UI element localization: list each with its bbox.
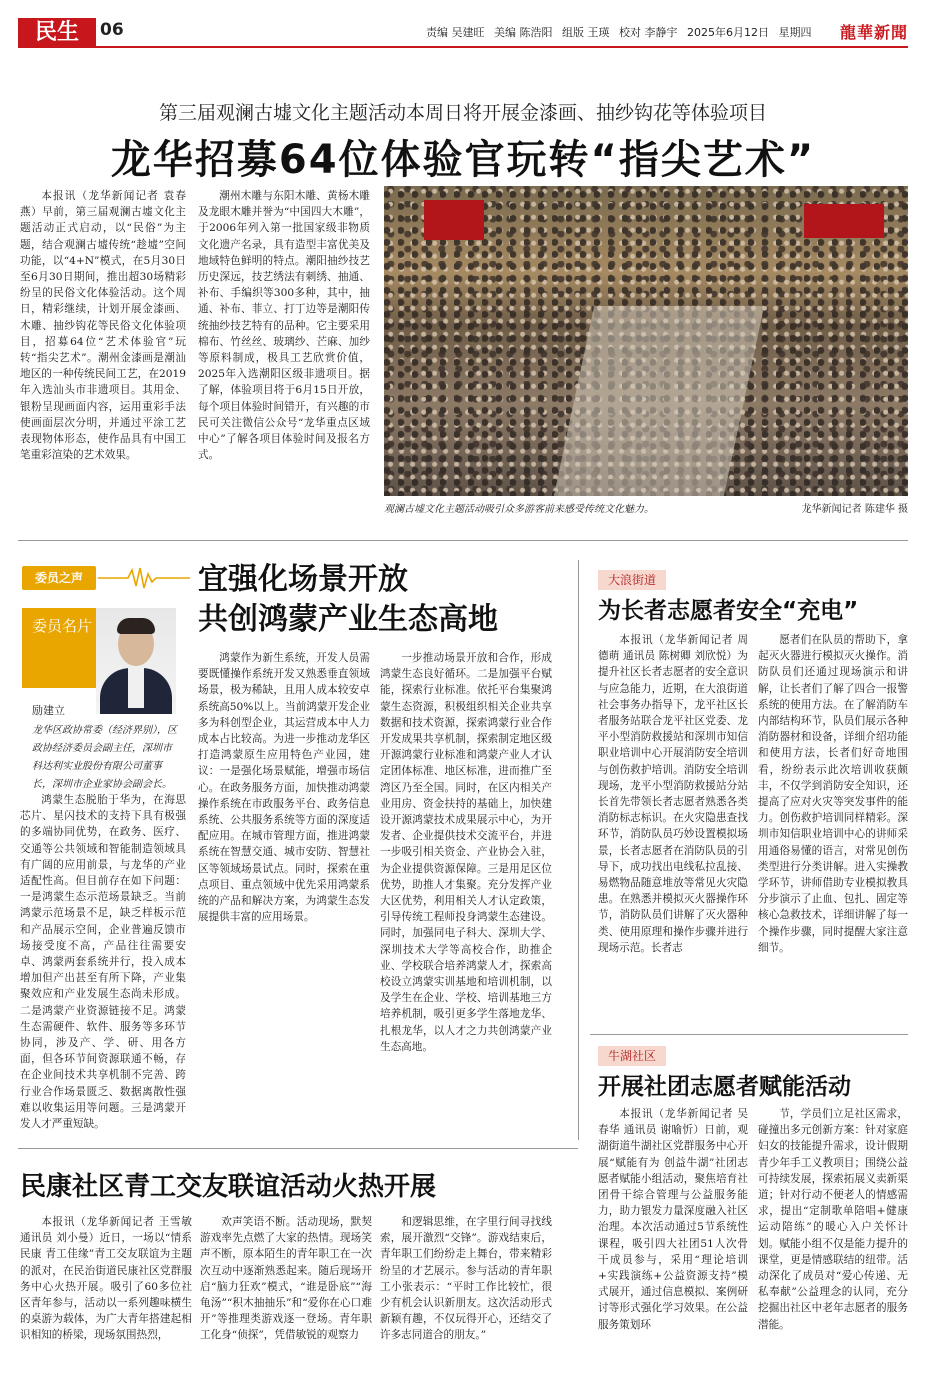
credit-designer: 美编 陈浩阳 [494,26,553,39]
edition-weekday: 星期四 [778,26,812,39]
edition-credits [426,24,818,40]
story-divider [590,1034,908,1035]
opinion-headline-line2: 共创鸿蒙产业生态高地 [198,602,498,637]
lead-photo [384,186,908,496]
lead-subtitle: 第三届观澜古墟文化主题活动本周日将开展金漆画、抽纱钩花等体验项目 [158,102,767,124]
story2-column-2: 愿者们在队员的帮助下，拿起灭火器进行模拟灭火操作。消防队员们还通过现场演示和讲解，让长者们了解了四合一报警系统的使用方法。在了解消防车内部结构环节，队员们展示各种消防器材和设备，详细介绍功能和使用方法，长者们好奇地围看，纷纷表示此次培训收获颇丰，不仅学到消防安全知识，还提高了应对火灾等突发事件的能力。创伤救护培训同样精彩。深圳市知信职业培训中心的讲师采用通俗易懂的语言，对常见创伤类型进行分类讲解。进入实操教学环节，讲师借助专业模拟教具分步演示了止血、包扎、固定等核心急救技术，详细讲解了每一个操作步骤，同时提醒大家注意细节。 [758,634,908,954]
portrait-hair [117,618,155,634]
lead-column-2: 潮州木雕与东阳木雕、黄杨木雕及龙眼木雕并誉为“中国四大木雕”，于2006年列入第一批国家级非物质文化遗产名录，具有造型丰富优美及地域特色鲜明的特点。潮阳抽纱技艺历史深远，技艺绣法有刺绣、抽通、补布、手编织等300多种，其中，抽通、补布、菲立、打丁边等是潮阳传统抽纱技艺特有的品种。它主要采用棉布、竹丝丝、玻璃纱、芒麻、加纱等原料制成，极具工艺欣赏价值，2025年入选潮阳区级非遗项目。据了解，体验项目将于6月15日开放，每个项目体验时间错开，有兴趣的市民可关注微信公众号“龙华重点区域中心”了解各项目体验时间及报名方式。 [198,190,370,462]
opinion-headline-line1: 宜强化场景开放 [198,562,408,597]
shop-sign [424,200,484,240]
story2-column-1: 本报讯（龙华新闻记者 周德萌 通讯员 陈树卿 刘欣悦）为提升社区长者志愿者的安全意识与应急能力，近期，在大浪街道社会事务办指导下，龙平社区长者服务站联合龙平社区党委、龙平小型消防救援站和深圳市知信职业培训中心开展消防安全培训与创伤救护培训。消防安全培训现场，龙平小型消防救援站分站长首先带领长者志愿者熟悉各类消防标志标识。在火灾隐患查找环节，消防队员巧妙设置模拟场景，长者志愿者在消防队员的引导下，成功找出电线私拉乱接、易燃物品随意堆放等常见火灾隐患。在熟悉并模拟灭火器操作环节，消防队员们讲解了灭火器种类、使用原理和操作步骤并进行现场示范。长者志 [598,634,748,954]
opinion-column-1: 鸿蒙生态脱胎于华为，在海思芯片、星闪技术的支持下具有极强的多端协同优势，在政务、医疗、交通等公共领域和智能制造领域具有广阔的应用前景，与龙华的产业适配性高。但目前存在如下问题：一是鸿蒙生态示范场景缺乏。当前鸿蒙示范场景不足，缺乏样板示范和产品展示空间，企业普遍反馈市场接受度不高，产品往往需要安卓、鸿蒙两套系统并行，投入成本增加但产出甚至有所下降，产业集聚效应和产业发展生态尚未形成。二是鸿蒙产业资源链接不足。鸿蒙生态需硬件、软件、服务等多环节协同，涉及产、学、研、用各方面，但各环节间资源联通不畅，存在企业间技术共享机制不完善、跨行业合作场景匮乏、数据离散性强难以收集运用等问题。三是鸿蒙开发人才严重短缺。 [20,794,186,1131]
story3-column-1: 本报讯（龙华新闻记者 吴春华 通讯员 谢喻忻）日前，观湖街道牛湖社区党群服务中心开展“赋能有为 创益牛湖”社团志愿者赋能小组活动，聚焦培育社团骨干综合管理与公益服务能力，助力银发力量深度融入社区治理。本次活动通过5节系统性课程，吸引四大社团51人次骨干成员参与，采用“理论培训+实践演练+公益资源支持”模式展开，通过信息模拟、案例研讨等形式强化学习效果。在公益服务策划环 [598,1108,748,1331]
story3-column-2: 节，学员们立足社区需求，碰撞出多元创新方案：针对家庭妇女的技能提升需求，设计假期青少年手工义教项目；围绕公益可持续发展，探索拓展义卖新渠道；针对行动不便老人的情感需求，提出“定制歌单陪唱+健康运动陪练”的暖心入户关怀计划。赋能小组不仅是能力提升的课堂，更是情感联结的纽带。活动深化了成员对“爱心传递、无私奉献”公益理念的认同，充分挖掘出社区中老年志愿者的服务潜能。 [758,1108,908,1331]
photo-caption [384,500,908,515]
column-divider [578,560,579,1140]
opinion-column-2: 鸿蒙作为新生系统，开发人员需要既懂操作系统开发又熟悉垂直领域场景，极为稀缺，且用人成本较安卓系统高50%以上。当前鸿蒙开发企业多为科创型企业，其运营成本中人力成本占比较高。为进一步推动龙华区打造鸿蒙原生应用特色产业园，建议：一是强化场景赋能，增强市场信心。在政务服务方面，加快推动鸿蒙操作系统在市政服务平台、政务信息系统、公共服务系统等方面的深度适配应用。在城市管理方面，推进鸿蒙系统在智慧交通、城市安防、智慧社区等领域场景试点。同时，探索在重点项目、重点领域中优先采用鸿蒙系统的产品和解决方案，为鸿蒙生态发展提供丰富的应用场景。 [198,652,370,924]
section-divider [18,540,908,541]
sound-wave-icon [98,566,190,590]
story4-column-2: 欢声笑语不断。活动现场，默契游戏率先点燃了大家的热情。现场笑声不断，原本陌生的青年职工在一次次互动中逐渐熟悉起来。随后现场开启“脑力狂欢”模式，“谁是卧底”“海龟汤”“积木抽抽乐”和“爱你在心口难开”等推理类游戏逐一登场。青年职工化身“侦探”，凭借敏锐的观察力 [200,1216,372,1342]
opinion-column-3: 一步推动场景开放和合作，形成鸿蒙生态良好循环。二是加强平台赋能，探索行业标准。依托平台集聚鸿蒙生态资源，积极组织相关企业共享数据和技术资源，探索鸿蒙行业合作开发成果共享机制，探索制定地区级开源鸿蒙行业标准和鸿蒙产业人才认定团体标准、地区标准，进而推广至湾区乃至全国。同时，在区内相关产业用房、资金扶持的基础上，加快建设开源鸿蒙技术成果展示中心，为开发者、企业提供技术交流平台，并进一步吸引相关资金、产业协会入驻，为企业提供资源保障。三是用足区位优势，助推人才集聚。充分发挥产业大区优势，利用相关人才认定政策，引导传统工程师投身鸿蒙生态建设。同时，加强同电子科大、深圳大学、深圳技术大学等高校合作，助推企业、学校联合培养鸿蒙人才，探索高校设立鸿蒙实训基地和培训机制，以及学生在企业、学校、培训基地三方培养机制，吸引更多学生落地龙华、扎根龙华，以人才之力共创鸿蒙产业生态高地。 [380,652,552,1053]
photo-credit: 龙华新闻记者 陈建华 摄 [801,504,908,515]
column-tag: 委员之声 [22,566,96,590]
lead-headline: 龙华招募64位体验官玩转“指尖艺术” [110,137,816,183]
shop-sign [804,204,884,238]
opinion-headline [198,560,498,640]
photo-caption-text: 观澜古墟文化主题活动吸引众多游客前来感受传统文化魅力。 [384,504,654,515]
story3-tag: 牛湖社区 [598,1046,666,1066]
story3-headline: 开展社团志愿者赋能活动 [598,1074,851,1100]
member-portrait [96,608,176,714]
edition-date: 2025年6月12日 [687,26,769,39]
member-description: 龙华区政协常委（经济界别），区政协经济委员会副主任，深圳市科达利实业股份有限公司董事长，深圳市企业家协会副会长。 [32,725,177,790]
portrait-shirt [128,668,144,708]
member-name: 励建立 [32,704,65,717]
story4-column-3: 和逻辑思维，在字里行间寻找线索，展开激烈“交锋”。游戏结束后，青年职工们纷纷走上舞台，带来精彩纷呈的才艺展示。参与活动的青年职工小张表示：“平时工作比较忙，很少有机会认识新朋友。这次活动形式新颖有趣，不仅玩得开心，还结交了许多志同道合的朋友。” [380,1216,552,1342]
paper-logo: 龍華新聞 [839,23,908,42]
section-tag: 民生 [18,18,96,48]
member-card-label: 委员名片 [22,608,96,688]
credit-editor: 责编 吴建旺 [426,26,485,39]
lead-column-1: 本报讯（龙华新闻记者 袁春燕）早前，第三届观澜古墟文化主题活动正式启动，以“民俗”为主题，结合观澜古墟传统“趁墟”空间功能，以“4+N”模式，在5月30日至6月30日期间，推出超30场精彩纷呈的民俗文化体验活动。这个周日，精彩继续，计划开展金漆画、木雕、抽纱钩花等民俗文化体验项目，招募64位“艺术体验官”玩转“指尖艺术”。潮州金漆画是潮汕地区的一种传统民间工艺，在2019年入选汕头市非遗项目。其用金、银粉呈现画面内容，运用重彩手法使画面层次分明，并通过平涂工艺表现物体形态，使作品具有中国工笔重彩渲染的艺术效果。 [20,190,186,462]
story-divider [18,1148,578,1149]
header-rule [96,46,908,48]
story4-headline: 民康社区青工交友联谊活动火热开展 [20,1172,437,1202]
credit-proof: 校对 李静宇 [619,26,678,39]
story2-headline: 为长者志愿者安全“充电” [598,598,859,624]
credit-layout: 组版 王瑛 [562,26,610,39]
page-number: 06 [100,20,124,40]
masthead [0,0,926,48]
story4-column-1: 本报讯（龙华新闻记者 王雪敏 通讯员 刘小曼）近日，一场以“情系民康 青工佳缘”青工交友联谊为主题的派对，在民治街道民康社区党群服务中心火热开展。吸引了60多位社区青年参与，活动以一系列趣味横生的桌游为载体，为广大青年搭建起相识相知的桥梁，现场氛围热烈， [20,1216,192,1342]
story2-tag: 大浪街道 [598,570,666,590]
